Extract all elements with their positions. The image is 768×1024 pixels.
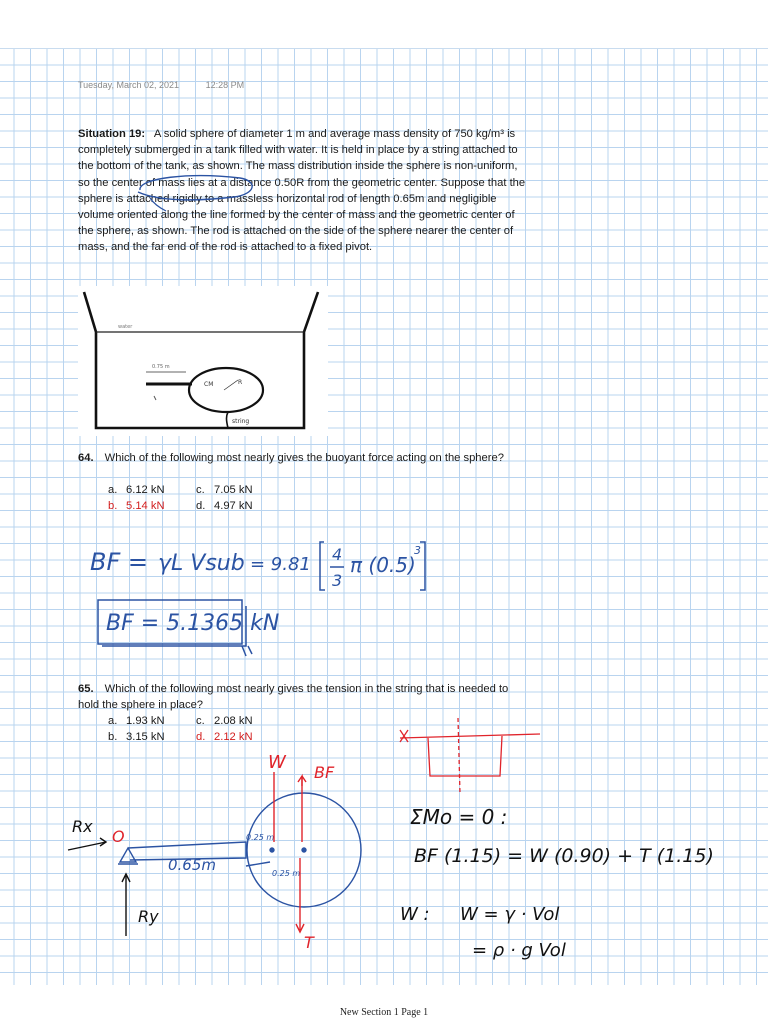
question-65-text: Which of the following most nearly gives the tension in the string that is needed to hold the sphere in place? xyxy=(78,683,509,711)
dimension-arrow xyxy=(246,862,270,866)
question-64 xyxy=(78,450,528,466)
w-def-2: = ρ · g Vol xyxy=(472,940,566,961)
page-footer: New Section 1 Page 1 xyxy=(339,1007,429,1018)
bf-result: BF = 5.1365 kN xyxy=(106,611,280,636)
question-65 xyxy=(78,681,528,713)
choice-64-d: d. 4.97 kN xyxy=(196,500,253,512)
geometric-center-dot xyxy=(302,848,306,852)
moment-line: BF (1.15) = W (0.90) + T (1.15) xyxy=(414,845,714,867)
d2-label: 0.25 m xyxy=(272,869,301,878)
w-def-1: W = γ · Vol xyxy=(460,904,560,925)
note-timestamp xyxy=(78,80,244,90)
moment-equation: ΣMo = 0 : xyxy=(410,805,508,829)
question-64-number: 64. xyxy=(78,452,94,464)
d1-label: 0.25 m xyxy=(246,833,275,842)
left-bracket xyxy=(320,542,325,590)
note-time: 12:28 PM xyxy=(205,80,245,90)
choice-64-a: a. 6.12 kN xyxy=(108,484,165,496)
r-label: R xyxy=(238,379,243,386)
bf-eq-lhs: BF = xyxy=(90,548,149,576)
free-body-diagram xyxy=(60,746,390,956)
cm-dot xyxy=(270,848,274,852)
rod-length-label: 0.75 m xyxy=(152,364,170,370)
bf-eq-rhs: = 9.81 xyxy=(250,554,311,575)
tank-figure xyxy=(78,286,328,436)
rx-label: Rx xyxy=(72,817,93,836)
t-label: T xyxy=(304,933,314,952)
situation-text: A solid sphere of diameter 1 m and average mass density of 750 kg/m³ is completely submerged in a tank filled with water. It is held in place by a string attached to the bottom of the tank, as shown. The mass distribution inside the sphere is non-uniform, so the center of mass lies at a distance 0.50R from the geometric center. Suppose that the sphere is attached rigidly to a massless horizontal rod of length 0.65m and negligible volume oriented along the line formed by the center of mass and the geometric center of the sphere, as shown. The rod is attached on the side of the sphere nearer the center of mass, and the far end of the rod is attached to a fixed pivot. xyxy=(78,128,526,254)
w-def-label: W : xyxy=(400,904,430,925)
double-tick xyxy=(242,646,252,656)
choice-65-a: a. 1.93 kN xyxy=(108,715,165,727)
note-date: Tuesday, March 02, 2021 xyxy=(78,80,180,90)
pi-expression: π (0.5) xyxy=(350,553,416,577)
choice-65-c: c. 2.08 kN xyxy=(196,715,253,727)
water-label: water xyxy=(118,324,133,330)
cm-label: CM xyxy=(204,381,214,388)
situation-label: Situation 19: xyxy=(78,128,146,140)
string-label: string xyxy=(232,418,250,425)
ink-circle-annotation xyxy=(130,168,260,216)
o-label: O xyxy=(112,827,125,846)
figure-background xyxy=(78,286,328,436)
red-tank-sketch xyxy=(390,712,550,796)
fraction-numerator: 4 xyxy=(332,545,343,564)
choice-65-d-correct: d. 2.12 kN xyxy=(196,731,253,743)
ry-label: Ry xyxy=(138,907,159,926)
fraction-denominator: 3 xyxy=(332,571,343,590)
choice-64-b-correct: b. 5.14 kN xyxy=(108,500,165,512)
bf-label: BF xyxy=(314,763,335,782)
question-64-choices xyxy=(108,482,284,514)
question-65-choices xyxy=(108,713,284,745)
question-64-text: Which of the following most nearly gives the buoyant force acting on the sphere? xyxy=(104,452,504,464)
question-65-number: 65. xyxy=(78,683,94,695)
bf-eq-mid: γL Vsub xyxy=(158,551,245,576)
w-label: W xyxy=(268,752,286,773)
choice-64-c: c. 7.05 kN xyxy=(196,484,253,496)
choice-65-b: b. 3.15 kN xyxy=(108,731,165,743)
work-64-handwriting xyxy=(80,528,460,658)
work-65-handwriting xyxy=(400,790,730,970)
rod-length-handwritten: 0.65m xyxy=(168,856,217,874)
exponent: 3 xyxy=(414,544,421,557)
